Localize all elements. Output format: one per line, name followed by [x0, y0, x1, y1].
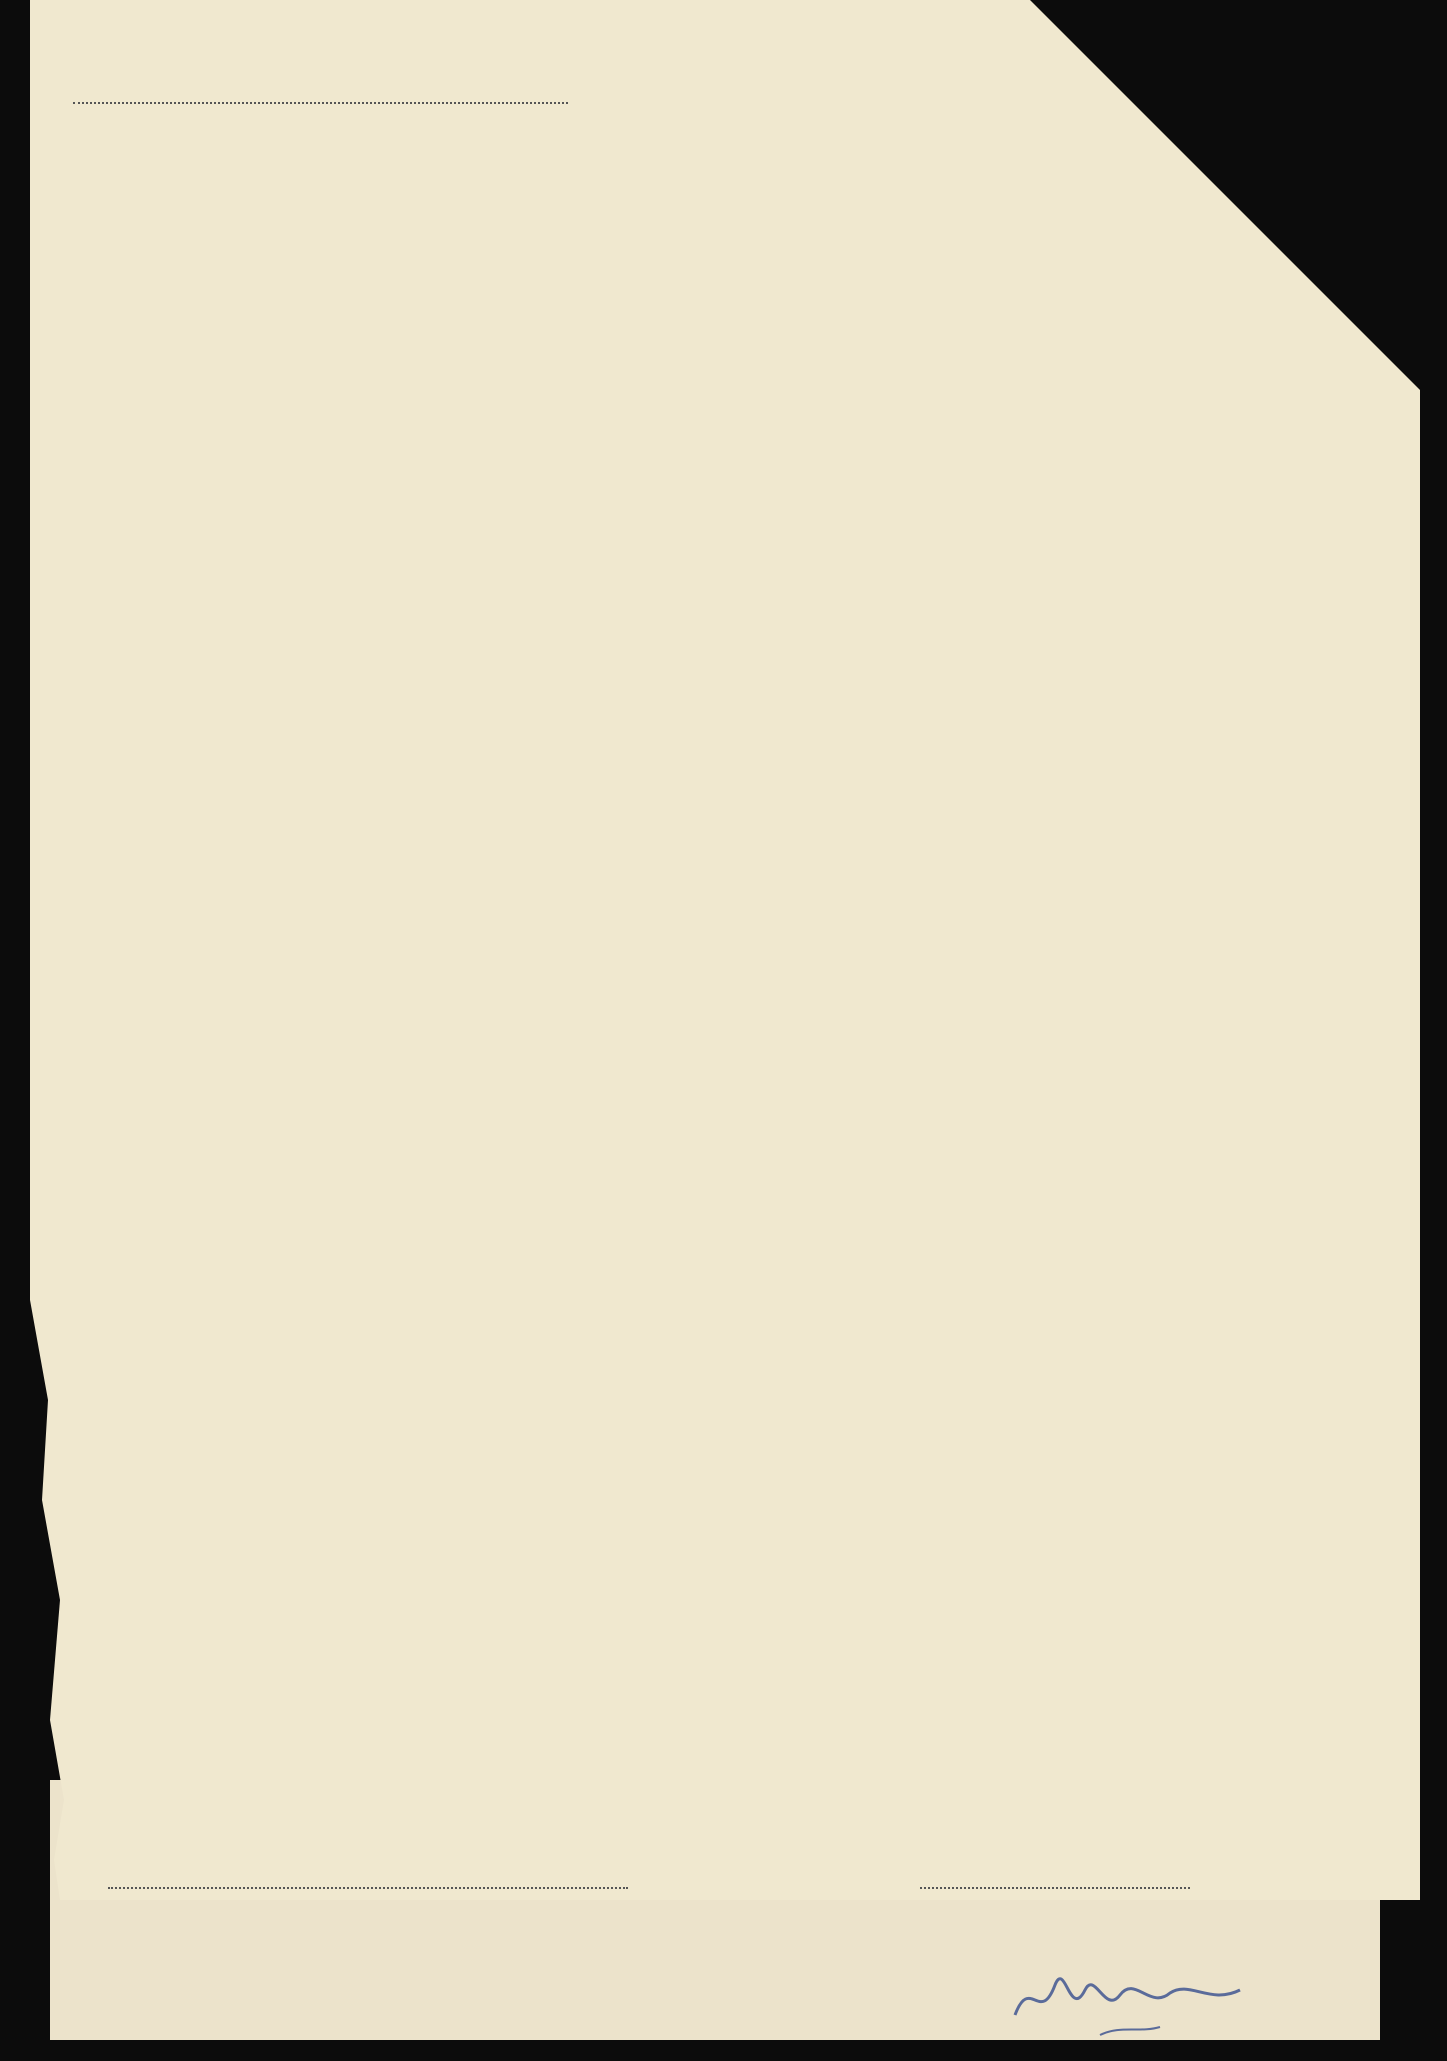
signature-line	[920, 1887, 1190, 1889]
date-line	[108, 1887, 628, 1889]
unit-line	[73, 102, 568, 104]
signature-scribble	[1010, 1955, 1270, 2045]
form-sheet	[30, 0, 1420, 1900]
